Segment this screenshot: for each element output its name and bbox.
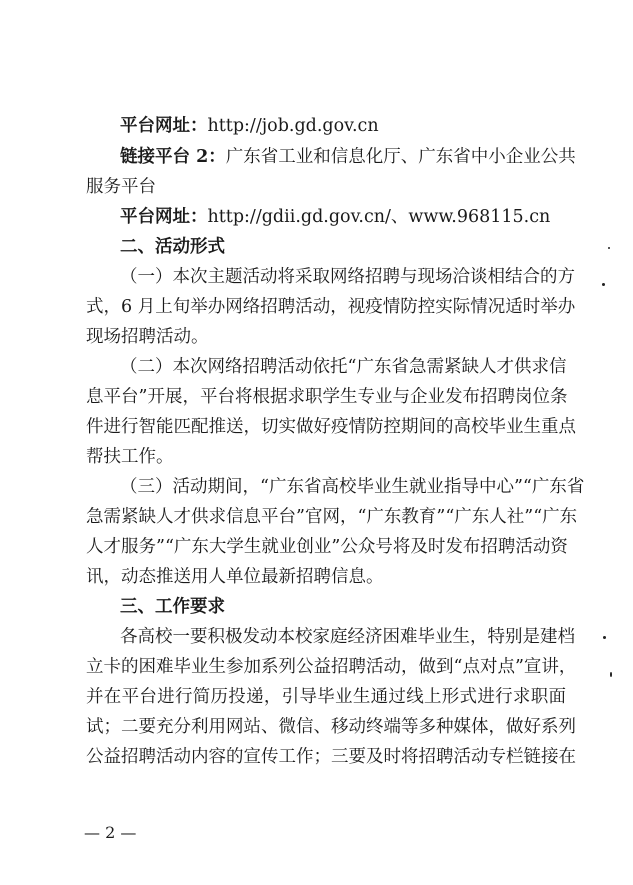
paragraph-line: 讯，动态推送用人单位最新招聘信息。: [86, 567, 384, 587]
section-heading-3: 三、工作要求: [120, 597, 225, 617]
label-bold: 平台网址：: [120, 207, 208, 227]
paragraph-line: （一）本次主题活动将采取网络招聘与现场洽谈相结合的方: [120, 267, 575, 287]
paragraph-line: 服务平台: [86, 177, 156, 197]
paragraph-line: 并在平台进行简历投递，引导毕业生通过线上形式进行求职面: [86, 687, 566, 707]
page-number: — 2 —: [84, 823, 137, 842]
paragraph-line: 各高校一要积极发动本校家庭经济困难毕业生，特别是建档: [120, 627, 575, 647]
paragraph-line: （三）活动期间，“广东省高校毕业生就业指导中心”“广东省: [120, 477, 585, 497]
scan-mark: [608, 247, 610, 249]
link-platform-2-line: [120, 146, 576, 168]
paragraph-line: 息平台”开展，平台将根据求职学生专业与企业发布招聘岗位条: [86, 387, 568, 407]
section-heading-2: 二、活动形式: [120, 237, 225, 257]
url-text: http://gdii.gd.gov.cn/、www.968115.cn: [207, 207, 551, 227]
platform-url-line-1: [120, 115, 566, 137]
paragraph-line: 帮扶工作。: [86, 447, 174, 467]
scan-mark: [603, 636, 606, 639]
scan-mark: [602, 283, 605, 286]
paragraph-line: 人才服务”“广东大学生就业创业”公众号将及时发布招聘活动资: [86, 537, 568, 557]
paragraph-line: 公益招聘活动内容的宣传工作；三要及时将招聘活动专栏链接在: [86, 747, 576, 767]
scan-mark: [610, 672, 612, 677]
paragraph-line: 式，6 月上旬举办网络招聘活动，视疫情防控实际情况适时举办: [86, 297, 576, 317]
label-bold: 平台网址：: [120, 116, 208, 136]
body-text: 广东省工业和信息化厅、广东省中小企业公共: [225, 147, 576, 167]
paragraph-line: 件进行智能匹配推送，切实做好疫情防控期间的高校毕业生重点: [86, 417, 576, 437]
url-text: http://job.gd.gov.cn: [207, 116, 379, 136]
paragraph-line: 立卡的困难毕业生参加系列公益招聘活动，做到“点对点”宣讲，: [86, 657, 577, 677]
platform-url-line-2: [120, 206, 566, 228]
paragraph-line: （二）本次网络招聘活动依托“广东省急需紧缺人才供求信: [120, 357, 567, 377]
paragraph-line: 急需紧缺人才供求信息平台”官网，“广东教育”“广东人社”“广东: [86, 507, 578, 527]
paragraph-line: 现场招聘活动。: [86, 327, 209, 347]
paragraph-line: 试；二要充分利用网站、微信、移动终端等多种媒体，做好系列: [86, 717, 576, 737]
label-bold: 链接平台 2：: [120, 147, 226, 167]
